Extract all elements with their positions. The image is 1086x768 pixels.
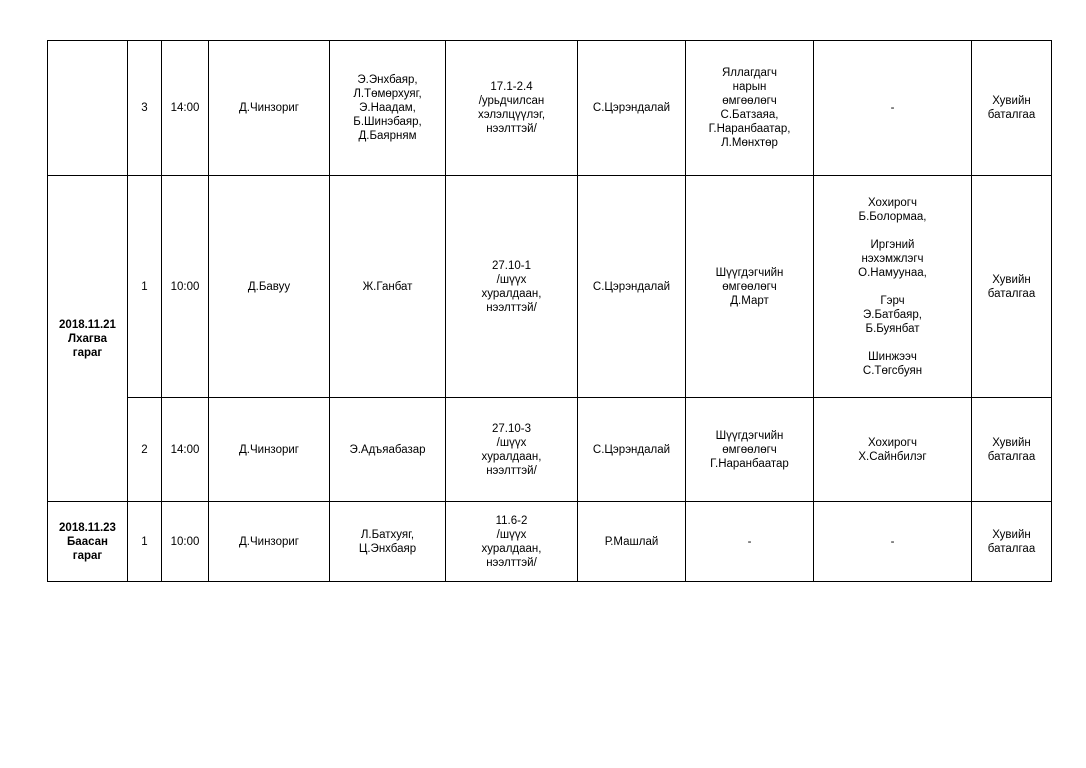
table-row: [48, 398, 1052, 502]
participant-entry: Хохирогч Х.Сайнбилэг: [858, 436, 927, 463]
participant-entry: -: [890, 535, 895, 548]
article-cell: 17.1-2.4 /урьдчилсан хэлэлцүүлэг, нээлттэй/: [446, 41, 578, 176]
secretary-cell: С.Цэрэндалай: [578, 41, 686, 176]
participants-cell: [814, 398, 972, 502]
measure-cell: Хувийн баталгаа: [972, 176, 1052, 398]
table-row: [48, 41, 1052, 176]
participant-entry: Шинжээч С.Төгсбуян: [862, 350, 923, 377]
secretary-cell: С.Цэрэндалай: [578, 398, 686, 502]
hearing-date-cell: 2018.11.21 Лхагва гараг: [48, 176, 128, 502]
participants-cell: [814, 502, 972, 582]
judge-cell: Д.Бавуу: [209, 176, 330, 398]
hearing-time-cell: 10:00: [162, 502, 209, 582]
participant-entry: -: [890, 102, 895, 114]
secretary-cell: С.Цэрэндалай: [578, 176, 686, 398]
hearing-number-cell: 1: [128, 176, 162, 398]
judge-cell: Д.Чинзориг: [209, 41, 330, 176]
participant-entry: Хохирогч Б.Болормаа,: [858, 196, 927, 223]
hearing-time-cell: 14:00: [162, 398, 209, 502]
table-row: [48, 502, 1052, 582]
hearing-number-cell: 2: [128, 398, 162, 502]
defendants-cell: Э.Энхбаяр, Л.Төмөрхуяг, Э.Наадам, Б.Шинэбаяр, Д.Баярням: [330, 41, 446, 176]
participants-cell: [814, 176, 972, 398]
lawyer-cell: Яллагдагч нарын өмгөөлөгч С.Батзаяа, Г.Наранбаатар, Л.Мөнхтөр: [686, 41, 814, 176]
court-schedule-table: [47, 40, 1052, 582]
secretary-cell: Р.Машлай: [578, 502, 686, 582]
measure-cell: Хувийн баталгаа: [972, 41, 1052, 176]
hearing-date-cell: 2018.11.23 Баасан гараг: [48, 502, 128, 582]
defendants-cell: Э.Адъяабазар: [330, 398, 446, 502]
defendants-cell: Ж.Ганбат: [330, 176, 446, 398]
table-row: [48, 176, 1052, 398]
article-cell: 27.10-1 /шүүх хуралдаан, нээлттэй/: [446, 176, 578, 398]
judge-cell: Д.Чинзориг: [209, 398, 330, 502]
lawyer-cell: Шүүгдэгчийн өмгөөлөгч Г.Наранбаатар: [686, 398, 814, 502]
participants-cell: [814, 41, 972, 176]
hearing-number-cell: 3: [128, 41, 162, 176]
hearing-time-cell: 10:00: [162, 176, 209, 398]
measure-cell: Хувийн баталгаа: [972, 398, 1052, 502]
measure-cell: Хувийн баталгаа: [972, 502, 1052, 582]
hearing-time-cell: 14:00: [162, 41, 209, 176]
hearing-number-cell: 1: [128, 502, 162, 582]
participant-entry: Иргэний нэхэмжлэгч О.Намуунаа,: [858, 238, 927, 279]
article-cell: 11.6-2 /шүүх хуралдаан, нээлттэй/: [446, 502, 578, 582]
lawyer-cell: Шүүгдэгчийн өмгөөлөгч Д.Март: [686, 176, 814, 398]
judge-cell: Д.Чинзориг: [209, 502, 330, 582]
lawyer-cell: -: [686, 502, 814, 582]
hearing-date-cell: [48, 41, 128, 176]
article-cell: 27.10-3 /шүүх хуралдаан, нээлттэй/: [446, 398, 578, 502]
defendants-cell: Л.Батхуяг, Ц.Энхбаяр: [330, 502, 446, 582]
participant-entry: Гэрч Э.Батбаяр, Б.Буянбат: [863, 294, 922, 335]
